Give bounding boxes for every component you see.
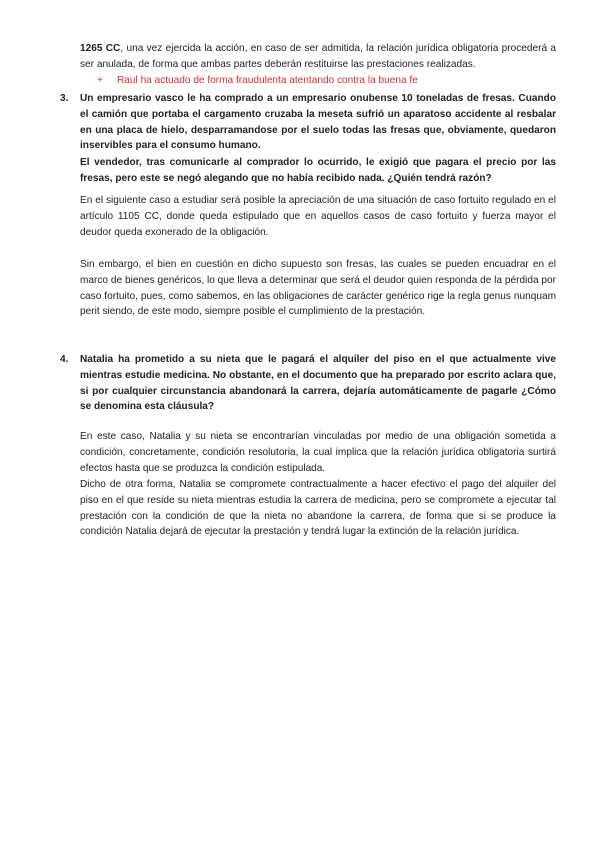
article-reference: 1265 CC xyxy=(80,43,121,54)
intro-text: , una vez ejercida la acción, en caso de ser admitida, la relación jurídica obligatoria procederá a ser anulada, de forma que ambas partes deberán restituirse las prestaciones realizadas. xyxy=(80,43,557,70)
intro-paragraph xyxy=(80,41,556,73)
question-3-answer-2: Sin embargo, el bien en cuestión en dicho supuesto son fresas, las cuales se pueden encuadrar en el marco de bienes genéricos, lo que lleva a determinar que será el deudor quien responda de la pérdida por caso fortuito, pues, como sabemos, en las obligaciones de carácter genérico rige la regla genus nunquam perit siendo, de este modo, siempre posible el cumplimiento de la prestación. xyxy=(80,259,556,318)
question-4-answer-1: En este caso, Natalia y su nieta se encontrarían vinculadas por medio de una obligación sometida a condición, concretamente, condición resolutoria, la cual implica que la relación jurídica obligatoria surtirá efectos hasta que se produzca la condición estipulada. xyxy=(80,431,556,474)
question-3-number: 3. xyxy=(60,93,69,104)
question-4-text: Natalia ha prometido a su nieta que le pagará el alquiler del piso en el que actualmente vive mientras estudie medicina. No obstante, en el documento que ha preparado por escrito aclara que, si por cualquier circunstancia abandonará la carrera, dejaría automáticamente de pagarle ¿Cómo se denomina esta cláusula? xyxy=(80,354,556,413)
question-4-number: 4. xyxy=(60,354,69,365)
bullet-text: Raul ha actuado de forma fraudulenta atentando contra la buena fe xyxy=(117,75,418,86)
question-4-answer-2: Dicho de otra forma, Natalia se compromete contractualmente a hacer efectivo el pago del alquiler del piso en el que reside su nieta mientras estudia la carrera de medicina, pero se compromete a ejecutar tal prestación con la condición de que la nieta no abandone la carrera, de forma que si se produce la condición Natalia dejará de ejecutar la prestación y tendrá lugar la extinción de la relación jurídica. xyxy=(80,479,556,538)
question-3-answer-1: En el siguiente caso a estudiar será posible la apreciación de una situación de caso fortuito regulado en el artículo 1105 CC, donde queda estipulado que en aquellos casos de caso fortuito y fuerza mayor el deudor queda exonerado de la obligación. xyxy=(80,195,556,238)
question-3-text: Un empresario vasco le ha comprado a un empresario onubense 10 toneladas de fresas. Cuando el camión que portaba el cargamento cruzaba la meseta sufrió un aparatoso accidente al resbalar en una placa de hielo, desparramandose por el suelo todas las fresas que, obviamente, quedaron inservibles para el consumo humano. xyxy=(80,93,556,152)
question-3-text-continued: El vendedor, tras comunicarle al comprador lo ocurrido, le exigió que pagara el precio por las fresas, pero este se negó alegando que no había recibido nada. ¿Quién tendrá razón? xyxy=(80,157,556,184)
bullet-icon: + xyxy=(97,75,103,86)
